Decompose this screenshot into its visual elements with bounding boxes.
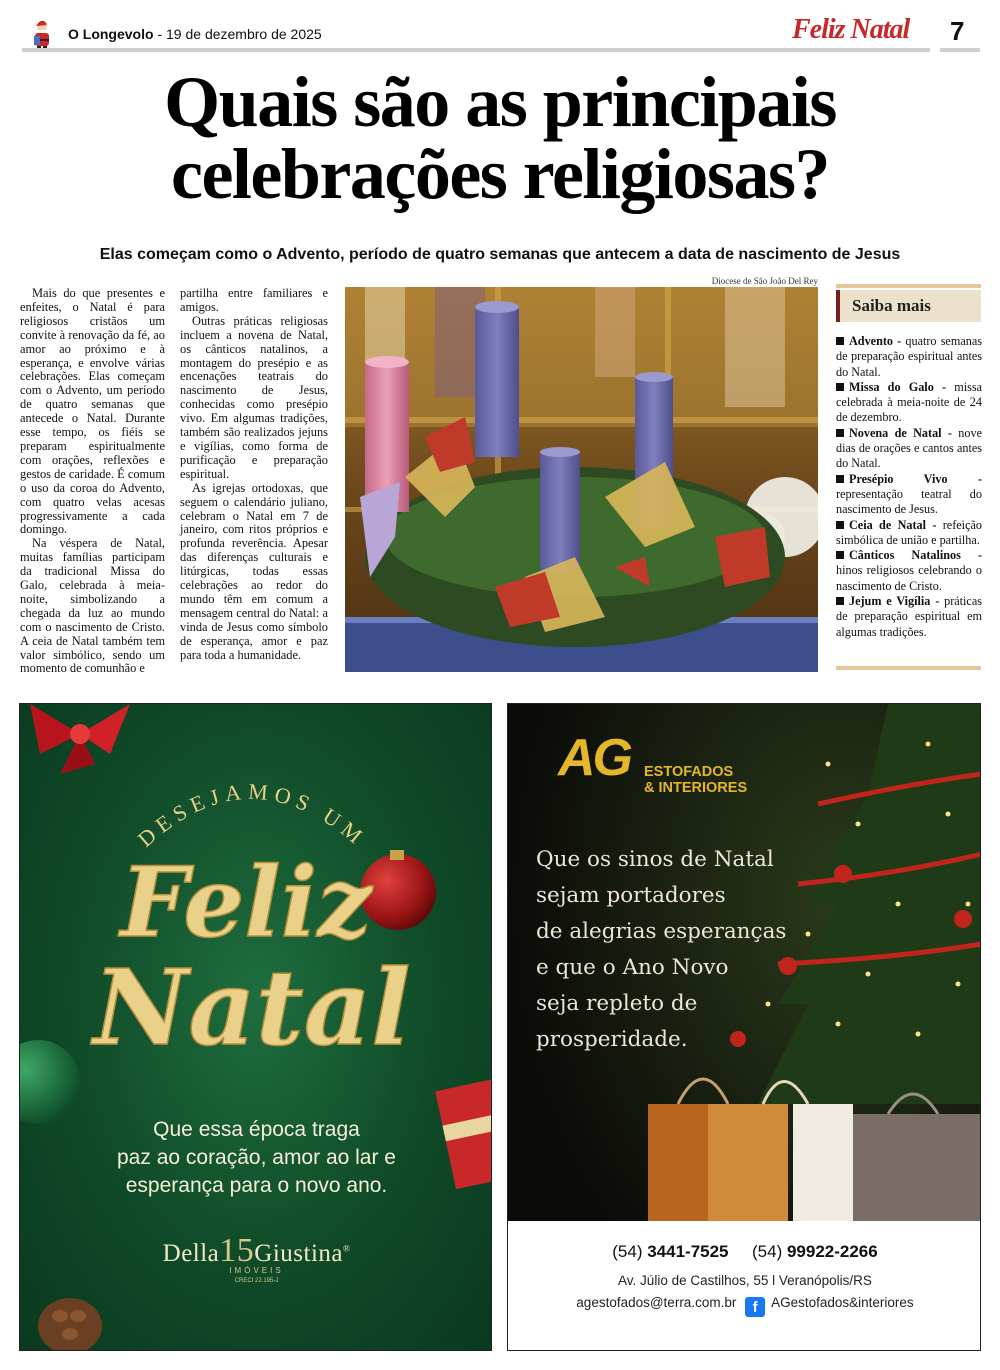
ag-message xyxy=(536,842,836,1058)
facebook-icon: f xyxy=(745,1297,765,1317)
brand-mark: ® xyxy=(343,1243,351,1254)
article-column-1 xyxy=(20,287,165,676)
brand-giustina: Giustina xyxy=(254,1240,343,1267)
sidebar-definition: representação teatral do nascimento de Jesus. xyxy=(836,486,982,517)
square-bullet-icon xyxy=(836,521,844,529)
sidebar-title: Saiba mais xyxy=(836,290,981,322)
sidebar-list xyxy=(836,334,982,640)
ag-message-line: sejam portadores xyxy=(536,883,726,908)
ag-message-line: seja repleto de xyxy=(536,991,698,1016)
ag-message-line: prosperidade. xyxy=(536,1027,688,1052)
ag-name-line: & INTERIORES xyxy=(644,780,748,796)
pinecone-icon xyxy=(38,1298,102,1351)
brand-della: Della xyxy=(162,1240,220,1267)
publication-name: O Longevolo xyxy=(68,26,154,42)
sidebar-top-rule xyxy=(836,284,981,288)
ag-estofados-ad xyxy=(507,703,981,1351)
sidebar-definition: refeição simbólica de união e partilha. xyxy=(836,517,982,547)
photo-credit: Diocese de São João Del Rey xyxy=(711,276,818,286)
headline-line-1: Quais são as principais xyxy=(164,62,836,142)
script-natal: Natal xyxy=(93,946,411,1069)
paragraph: Outras práticas religiosas incluem a novena de Natal, os cânticos natalinos, a montagem do presépio e as encenações teatrais do nascimento de Jesus, conhecidas como presépio vivo. Em algumas tradições, também são realizados jejuns e vigílias, como forma de purificação e preparação espiritual. xyxy=(180,313,328,481)
list-item xyxy=(836,518,982,549)
della-giustina-ad xyxy=(19,703,492,1351)
square-bullet-icon xyxy=(836,337,844,345)
square-bullet-icon xyxy=(836,551,844,559)
header-rule-short xyxy=(940,48,980,52)
square-bullet-icon xyxy=(836,383,844,391)
arc-greeting-text: DESEJAMOS UM xyxy=(132,778,372,852)
header-separator: - xyxy=(153,26,167,42)
advent-wreath-illustration xyxy=(345,287,818,672)
ag-contact-footer xyxy=(508,1221,981,1351)
section-title: Feliz Natal xyxy=(792,14,910,45)
sidebar-term: Jejum e Vigília - xyxy=(849,594,940,609)
svg-text:DESEJAMOS UM xyxy=(133,778,372,851)
sidebar-bottom-rule xyxy=(836,666,981,670)
publication-date: 19 de dezembro de 2025 xyxy=(166,26,322,42)
square-bullet-icon xyxy=(836,475,844,483)
list-item xyxy=(836,334,982,380)
sidebar-definition: práticas de preparação espiritual em algumas tradições. xyxy=(836,594,982,639)
paragraph: Na véspera de Natal, muitas famílias participam da tradicional Missa do Galo, celebrada à meia-noite, simbolizando a chegada da luz ao mundo com o nascimento de Cristo. A ceia de Natal também tem valor simbólico, sendo um momento de comunhão e xyxy=(20,536,165,676)
list-item xyxy=(836,594,982,640)
headline xyxy=(0,62,1000,214)
script-feliz: Feliz xyxy=(120,846,372,959)
phone-area-code: (54) xyxy=(752,1242,783,1261)
advent-wreath-photo xyxy=(345,287,818,672)
green-ornament-icon xyxy=(20,1040,80,1124)
sidebar-definition: nove dias de orações e cantos antes do Natal. xyxy=(836,425,982,471)
facebook-page: AGestofados&interiores xyxy=(771,1295,914,1310)
headline-line-2: celebrações religiosas? xyxy=(171,134,829,214)
header-publication-date xyxy=(68,26,322,42)
ad-message xyxy=(20,1116,492,1200)
santa-icon xyxy=(30,18,54,50)
phone-area-code: (54) xyxy=(612,1242,643,1261)
red-bow-icon xyxy=(30,704,130,774)
ag-phones xyxy=(508,1242,981,1262)
brand-subtitle: IMÓVEIS xyxy=(229,1266,284,1275)
sidebar-definition: missa celebrada à meia-noite de 24 de dezembro. xyxy=(836,379,983,425)
ad-message-line: paz ao coração, amor ao lar e xyxy=(117,1146,396,1169)
paragraph: Mais do que presentes e enfeites, o Natal é para religiosos cristãos um convite à renovação da fé, ao amor ao próximo e à esperança, e envolve várias celebrações. Elas começam com o Advento, um período de quatro semanas que antecede o Natal. Durante esse tempo, os fiéis se preparam espiritualmente com orações, reflexões e gestos de caridade. É comum o uso da coroa do Advento, com quatro velas acesas progressivamente a cada domingo. xyxy=(20,286,165,537)
paragraph: partilha entre familiares e amigos. xyxy=(180,286,328,314)
sidebar-term: Novena de Natal - xyxy=(849,425,952,440)
list-item xyxy=(836,426,982,472)
list-item xyxy=(836,380,982,426)
brand-15: 15 xyxy=(219,1232,255,1269)
list-item xyxy=(836,548,982,594)
sidebar-term: Cânticos Natalinos - xyxy=(849,548,982,563)
subheadline: Elas começam como o Advento, período de quatro semanas que antecem a data de nascimento de Jesus xyxy=(99,246,901,263)
sidebar-definition: hinos religiosos celebrando o nascimento de Cristo. xyxy=(836,563,982,593)
ag-company-name xyxy=(644,764,747,796)
page-number: 7 xyxy=(950,16,965,46)
ag-online-contact xyxy=(508,1295,981,1317)
email-address: agestofados@terra.com.br xyxy=(576,1295,737,1310)
ag-message-line: Que os sinos de Natal xyxy=(536,847,774,872)
ag-message-line: de alegrias esperanças xyxy=(536,919,787,944)
sidebar-term: Ceia de Natal - xyxy=(849,517,937,532)
phone-number: 99922-2266 xyxy=(786,1242,878,1261)
ad-message-line: Que essa época traga xyxy=(153,1118,360,1141)
ag-name-line: ESTOFADOS xyxy=(644,764,734,780)
header-rule xyxy=(22,48,930,52)
square-bullet-icon xyxy=(836,429,844,437)
ag-logo: AG xyxy=(558,729,630,787)
creci-number: CRECI 22.195-J xyxy=(234,1278,279,1284)
sidebar-term: Advento - xyxy=(849,334,902,348)
sidebar-definition: quatro semanas de preparação espiritual antes do Natal. xyxy=(836,334,982,379)
ag-message-line: e que o Ano Novo xyxy=(536,955,729,980)
list-item xyxy=(836,472,982,518)
ag-address: Av. Júlio de Castilhos, 55 l Veranópolis/RS xyxy=(618,1273,872,1288)
brand-logo xyxy=(20,1232,492,1270)
paragraph: As igrejas ortodoxas, que seguem o calendário juliano, celebram o Natal em 7 de janeiro, com ritos próprios e profunda reverência. Apesar das diferenças culturais e litúrgicas, todas essas celebrações ao redor do mundo têm em comum a mensagem central do Natal: a vinda de Jesus como símbolo de esperança, amor e paz para toda a humanidade. xyxy=(180,480,328,662)
ad-message-line: esperança para o novo ano. xyxy=(125,1174,388,1197)
page-header xyxy=(0,0,1000,56)
square-bullet-icon xyxy=(836,597,844,605)
phone-number: 3441-7525 xyxy=(647,1242,729,1261)
sidebar-term: Presépio Vivo - xyxy=(849,471,982,486)
article-column-2 xyxy=(180,287,328,662)
sidebar-term: Missa do Galo - xyxy=(849,379,947,394)
